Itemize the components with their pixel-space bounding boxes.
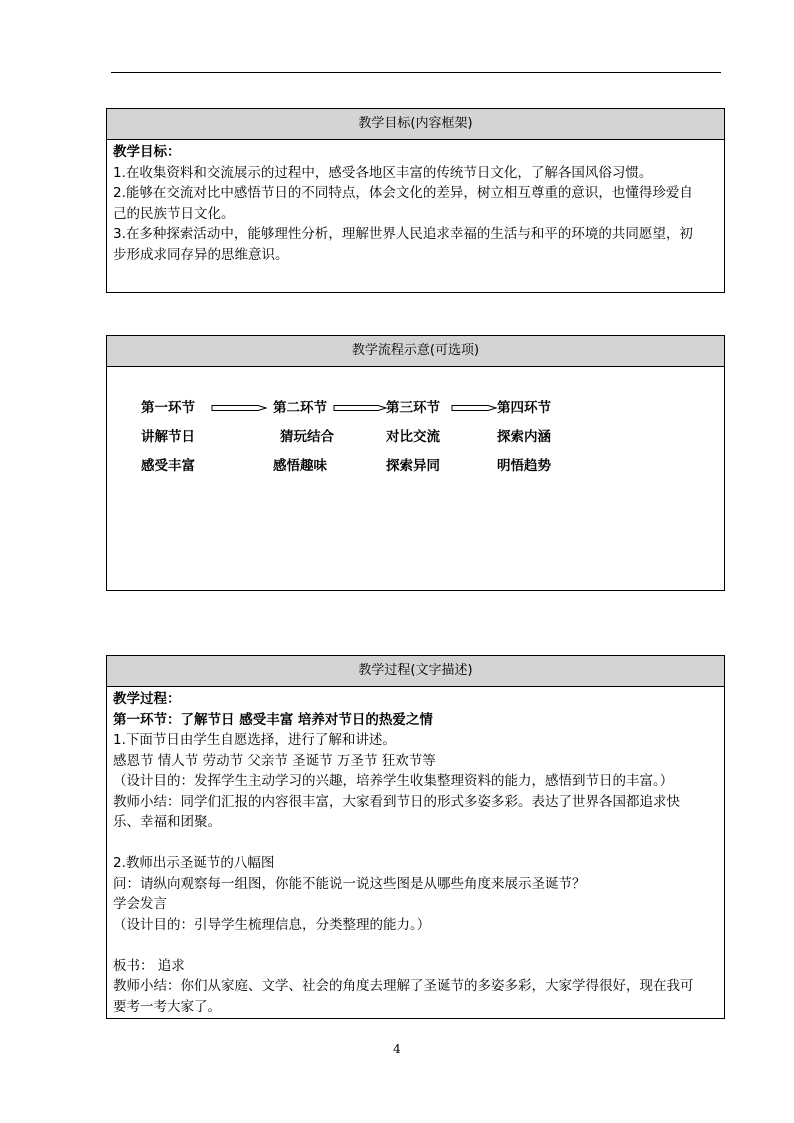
process-line: 乐、幸福和团聚。 — [113, 814, 221, 830]
flow-step-4: 第四环节 — [497, 400, 551, 416]
flow-step-3-topic: 对比交流 — [386, 429, 440, 445]
process-line: 教师小结：同学们汇报的内容很丰富，大家看到节日的形式多姿多彩。表达了世界各国都追求快 — [113, 793, 680, 810]
flow-step-1-goal: 感受丰富 — [141, 458, 195, 474]
process-line: 感恩节 情人节 劳动节 父亲节 圣诞节 万圣节 狂欢节等 — [113, 752, 436, 769]
process-line: 2.教师出示圣诞节的八幅图 — [113, 855, 275, 871]
process-line: 要考一考大家了。 — [113, 998, 221, 1015]
goals-line: 3.在多种探索活动中，能够理性分析，理解世界人民追求幸福的生活与和平的环境的共同愿望，初 — [113, 226, 693, 242]
process-header: 教学过程(文字描述) — [107, 656, 724, 687]
process-line: （设计目的：发挥学生主动学习的兴趣，培养学生收集整理资料的能力，感悟到节日的丰富。） — [113, 773, 674, 789]
flow-step-2-goal: 感悟趣味 — [273, 458, 327, 474]
goals-line: 己的民族节日文化。 — [113, 205, 235, 222]
blank-line — [113, 833, 718, 854]
flow-diagram — [107, 367, 724, 567]
flow-step-1: 第一环节 — [141, 400, 195, 416]
section-1-title: 第一环节：了解节日 感受丰富 培养对节日的热爱之情 — [113, 711, 433, 728]
flow-step-4-topic: 探索内涵 — [497, 429, 551, 445]
blank-line — [113, 935, 718, 956]
process-line: 学会发言 — [113, 896, 167, 912]
process-title: 教学过程： — [113, 691, 181, 707]
process-line: 1.下面节日由学生自愿选择，进行了解和讲述。 — [113, 732, 396, 748]
goals-title: 教学目标： — [113, 144, 181, 160]
goals-line: 2.能够在交流对比中感悟节日的不同特点，体会文化的差异，树立相互尊重的意识，也懂得珍爱自 — [113, 185, 693, 201]
arrow-icon — [333, 403, 387, 413]
arrow-icon — [211, 403, 267, 413]
goals-body — [107, 140, 724, 265]
flow-step-4-goal: 明悟趋势 — [497, 458, 551, 474]
arrow-icon — [451, 403, 497, 413]
goals-line: 步形成求同存异的思维意识。 — [113, 246, 289, 263]
flow-step-3: 第三环节 — [386, 400, 440, 416]
process-line: 板书： 追求 — [113, 957, 185, 974]
flow-step-2-topic: 猜玩结合 — [280, 429, 334, 445]
process-line: 教师小结：你们从家庭、文学、社会的角度去理解了圣诞节的多姿多彩，大家学得很好，现在我可 — [113, 978, 694, 994]
flow-box — [106, 335, 725, 591]
process-line: 问：请纵向观察每一组图，你能不能说一说这些图是从哪些角度来展示圣诞节？ — [113, 875, 586, 892]
process-line: （设计目的：引导学生梳理信息，分类整理的能力。） — [113, 916, 431, 933]
goals-header: 教学目标(内容框架) — [107, 109, 724, 140]
header-rule — [111, 72, 721, 73]
goals-line: 1.在收集资料和交流展示的过程中，感受各地区丰富的传统节日文化，了解各国风俗习惯。 — [113, 164, 653, 181]
flow-step-2: 第二环节 — [273, 400, 327, 416]
process-body — [107, 687, 724, 1017]
flow-step-1-topic: 讲解节日 — [141, 429, 195, 445]
flow-header: 教学流程示意(可选项) — [107, 336, 724, 367]
goals-box — [106, 108, 725, 293]
process-box — [106, 655, 725, 1019]
flow-step-3-goal: 探索异同 — [386, 458, 440, 474]
page-number: 4 — [393, 1042, 401, 1056]
